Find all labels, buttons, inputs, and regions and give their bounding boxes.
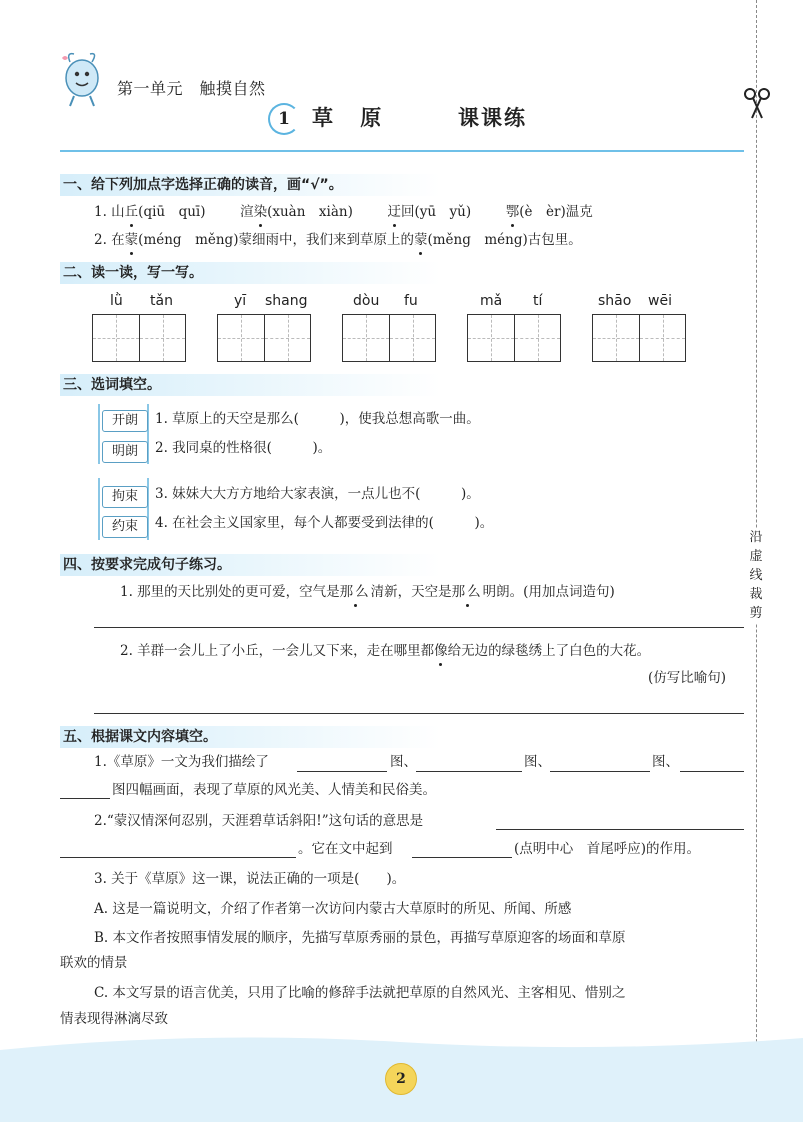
pinyin-label: dòu [353,293,380,309]
pinyin-label: tí [533,293,543,309]
word-tag: 约束 [102,516,148,538]
word-tag: 拘束 [102,486,148,508]
fill-blank[interactable] [680,771,744,772]
s1-line-1 [94,202,593,222]
pinyin-label: lǜ [110,293,123,309]
text: 回 [400,204,415,220]
section-4-title: 四、按要求完成句子练习。 [60,554,483,576]
writing-box[interactable] [342,314,436,362]
text: 1. 那里的天比别处的更可爱，空气是 [120,584,340,600]
section-5-title: 五、根据课文内容填空。 [60,726,483,748]
fill-blank[interactable] [297,771,387,772]
lesson-name: 草 原 [312,106,392,130]
word-tag: 明朗 [102,441,148,463]
pinyin-options: (yū yǔ) [414,204,472,220]
fill-blank[interactable] [60,798,110,799]
s5-q1-e: 图四幅画面，表现了草原的风光美、人情美和民俗美。 [112,782,436,798]
writing-box[interactable] [592,314,686,362]
text: 渲 [240,204,254,220]
option-c-line-1: C. 本文写景的语言优美，只用了比喻的修辞手法就把草原的自然风光、主客相见、惜别之 [94,985,626,1001]
s5-q2-c: (点明中心 首尾呼应)的作用。 [514,841,701,857]
option-b-line-1: B. 本文作者按照事情发展的顺序，先描写草原秀丽的景色，再描写草原迎客的场面和草原 [94,930,626,946]
fill-blank[interactable] [416,771,522,772]
text: (méng měng)蒙细雨中，我们来到草原上的 [138,232,414,248]
pinyin-options: (è èr) [519,204,566,220]
pinyin-options: (xuàn xiàn) [267,204,353,220]
writing-box[interactable] [217,314,311,362]
s5-q2-a: 2.“蒙汉情深何忍别，天涯碧草话斜阳!”这句话的意思是 [94,813,424,829]
text: 1. 山 [94,204,125,220]
scissors-icon [742,86,772,120]
lesson-number: 1 [268,103,300,135]
mascot-icon [56,48,108,110]
text: 2. 在 [94,232,125,248]
text: 温克 [565,204,593,220]
page-number: 2 [385,1063,417,1095]
s5-q1-d: 图、 [652,754,679,770]
s5-question-3: 3. 关于《草原》这一课，说法正确的一项是( )。 [94,871,406,887]
pinyin-label: tǎn [150,293,173,309]
dotted-word: 那么 [339,584,371,600]
pinyin-label: yī [234,293,247,309]
answer-line[interactable] [94,713,744,714]
s5-q1-a: 1.《草原》一文为我们描绘了 [94,754,269,770]
option-c-line-2: 情表现得淋漓尽致 [60,1011,168,1027]
dotted-char: 蒙 [413,232,428,248]
dotted-char: 丘 [124,204,139,220]
unit-title: 第一单元 触摸自然 [117,79,266,98]
tag-stick [98,478,100,540]
dotted-char: 染 [253,204,268,220]
dotted-char: 鄂 [505,204,520,220]
s4-question-2 [120,641,650,661]
pinyin-label: shang [265,293,308,309]
s5-q2-b: 。它在文中起到 [298,841,393,857]
text: 2. 羊群一会儿上了小丘，一会儿又下来，走在哪里都 [120,643,435,659]
dotted-char: 迂 [387,204,401,220]
section-1-title: 一、给下列加点字选择正确的读音，画“√”。 [60,174,483,196]
answer-line[interactable] [94,627,744,628]
s4-question-1 [120,582,615,602]
s5-q1-c: 图、 [524,754,551,770]
pinyin-options: (qiū quī) [138,204,206,220]
word-tag: 开朗 [102,410,148,432]
pinyin-label: mǎ [480,293,503,309]
writing-box[interactable] [92,314,186,362]
tag-stick [98,404,100,464]
fill-blank[interactable] [60,857,296,858]
pinyin-label: shāo [598,293,632,309]
header-divider [60,150,744,152]
text: (měng méng)古包里。 [427,232,582,248]
s1-line-2 [94,230,582,250]
cut-instruction: 沿虚线裁剪 [749,530,763,621]
dotted-char: 蒙 [124,232,139,248]
text: 明朗。(用加点词造句) [482,584,615,600]
writing-box[interactable] [467,314,561,362]
text: 清新，天空是 [370,584,452,600]
option-b-line-2: 联欢的情景 [60,955,128,971]
section-3-title: 三、选词填空。 [60,374,483,396]
dotted-char: 像 [434,643,448,659]
s3-question-3: 3. 妹妹大大方方地给大家表演，一点儿也不( )。 [155,486,480,502]
s4-requirement: (仿写比喻句) [648,670,727,686]
brand-title: 课课练 [458,106,527,130]
pinyin-label: wēi [648,293,672,309]
option-a: A. 这是一篇说明文，介绍了作者第一次访问内蒙古大草原时的所见、所闻、所感 [94,901,572,917]
fill-blank[interactable] [550,771,650,772]
dotted-word: 那么 [451,584,483,600]
s5-q1-b: 图、 [390,754,417,770]
fill-blank[interactable] [496,829,744,830]
section-2-title: 二、读一读，写一写。 [60,262,483,284]
s3-question-4: 4. 在社会主义国家里，每个人都要受到法律的( )。 [155,515,494,531]
s3-question-2: 2. 我同桌的性格很( )。 [155,440,332,456]
fill-blank[interactable] [412,857,512,858]
pinyin-label: fu [404,293,418,309]
text: 给无边的绿毯绣上了白色的大花。 [447,643,651,659]
s3-question-1: 1. 草原上的天空是那么( )，使我总想高歌一曲。 [155,411,480,427]
